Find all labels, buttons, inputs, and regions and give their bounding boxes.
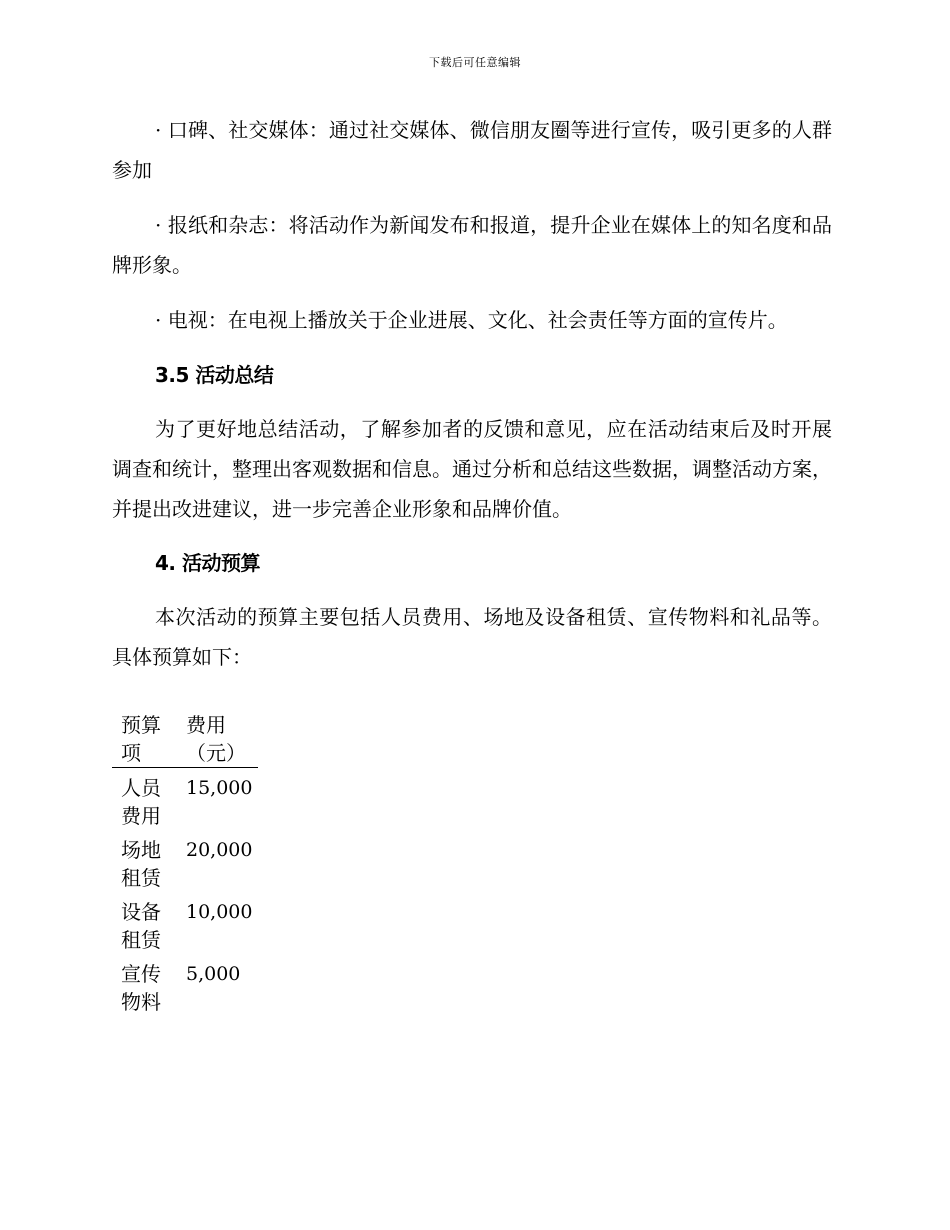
row-cost: 10,000 bbox=[186, 901, 253, 923]
row-item: 宣传物料 bbox=[121, 962, 161, 1014]
table-row bbox=[112, 892, 258, 954]
section-heading-3-5: 3.5 活动总结 bbox=[155, 363, 274, 387]
bullet-tv: · 电视：在电视上播放关于企业进展、文化、社会责任等方面的宣传片。 bbox=[155, 308, 788, 332]
table-row bbox=[112, 768, 258, 831]
row-item: 设备租赁 bbox=[121, 900, 161, 952]
row-cost: 15,000 bbox=[186, 777, 253, 799]
bullet-word-of-mouth: · 口碑、社交媒体：通过社交媒体、微信朋友圈等进行宣传，吸引更多的人群参加 bbox=[112, 118, 832, 182]
row-item: 场地租赁 bbox=[121, 838, 161, 890]
row-cost: 5,000 bbox=[186, 963, 241, 985]
section-3-5-body: 为了更好地总结活动，了解参加者的反馈和意见，应在活动结束后及时开展调查和统计，整理出客观数据和信息。通过分析和总结这些数据，调整活动方案，并提出改进建议，进一步完善企业形象和品牌价值。 bbox=[112, 417, 832, 521]
table-row bbox=[112, 954, 258, 1016]
section-heading-4: 4. 活动预算 bbox=[155, 551, 260, 575]
bullet-newspaper: · 报纸和杂志：将活动作为新闻发布和报道，提升企业在媒体上的知名度和品牌形象。 bbox=[112, 213, 832, 277]
table-row bbox=[112, 830, 258, 892]
budget-table bbox=[112, 711, 258, 1016]
page-header: 下载后可任意编辑 bbox=[429, 56, 521, 69]
row-item: 人员费用 bbox=[121, 776, 161, 828]
header-budget-item: 预算项 bbox=[112, 711, 177, 768]
row-cost: 20,000 bbox=[186, 839, 253, 861]
section-4-body: 本次活动的预算主要包括人员费用、场地及设备租赁、宣传物料和礼品等。具体预算如下： bbox=[112, 605, 832, 669]
budget-table-header-row bbox=[112, 711, 258, 768]
header-cost: 费用（元） bbox=[177, 711, 258, 768]
document-body bbox=[112, 110, 832, 1016]
